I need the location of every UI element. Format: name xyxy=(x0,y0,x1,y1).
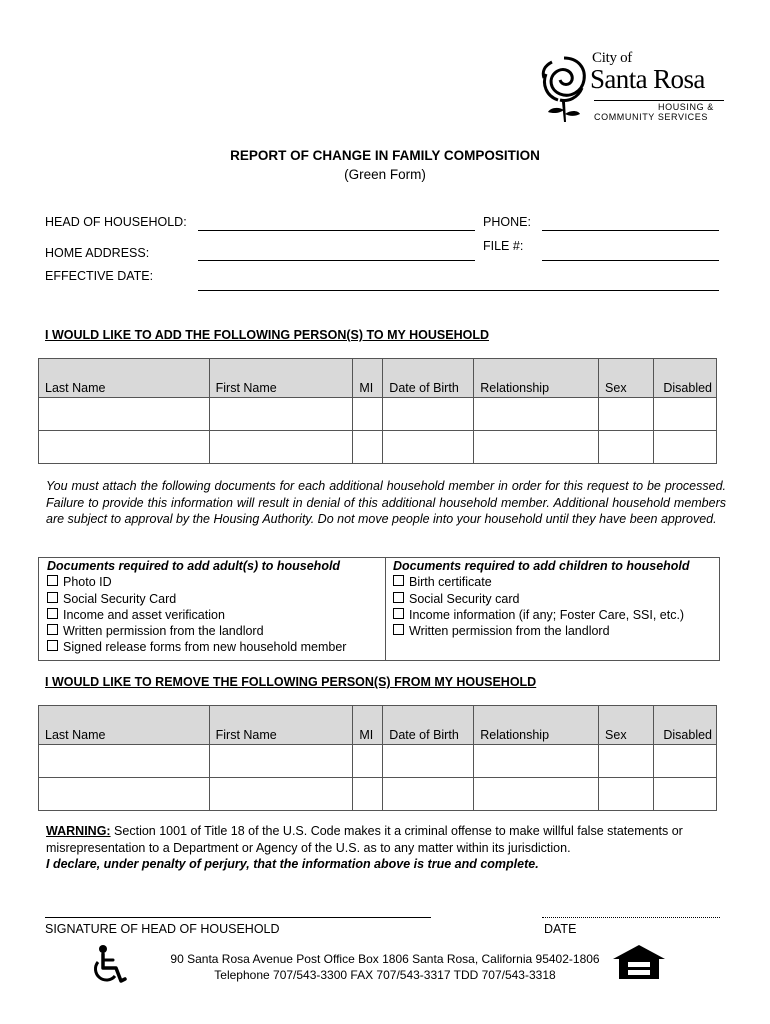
table-cell[interactable] xyxy=(39,778,210,811)
checkbox-icon[interactable] xyxy=(393,575,404,586)
table-cell[interactable] xyxy=(209,431,353,464)
file-number-label: FILE #: xyxy=(483,239,524,253)
table-row xyxy=(39,778,717,811)
list-item: Written permission from the landlord xyxy=(47,623,346,639)
checkbox-icon[interactable] xyxy=(47,640,58,651)
checkbox-icon[interactable] xyxy=(393,592,404,603)
list-item: Social Security card xyxy=(393,591,690,607)
col-date-of-birth: Date of Birth xyxy=(383,359,474,398)
col-first-name: First Name xyxy=(209,359,353,398)
logo-divider xyxy=(594,100,724,101)
checkbox-icon[interactable] xyxy=(47,608,58,619)
table-cell[interactable] xyxy=(474,431,599,464)
adult-documents-list xyxy=(47,558,346,656)
checkbox-icon[interactable] xyxy=(393,624,404,635)
col-sex: Sex xyxy=(599,359,654,398)
date-label: DATE xyxy=(544,922,577,936)
col-disabled: Disabled xyxy=(653,359,716,398)
col-first-name: First Name xyxy=(209,706,353,745)
documents-notice: You must attach the following documents for each additional household member in order for this request to be processed. Failure to provide this information will result in denial of this additional household member. Additional household members are subject to approval by the Housing Authority. Do not move people into your household until they have been approved. xyxy=(46,479,726,526)
form-subtitle: (Green Form) xyxy=(344,167,426,182)
table-cell[interactable] xyxy=(383,398,474,431)
logo-subtitle-1: HOUSING & xyxy=(658,102,714,112)
add-persons-table xyxy=(38,358,717,464)
logo-name-text: Santa Rosa xyxy=(590,64,705,94)
footer-address: 90 Santa Rosa Avenue Post Office Box 1806 Santa Rosa, California 95402-1806 xyxy=(170,952,600,966)
table-row xyxy=(39,431,717,464)
equal-housing-opportunity-icon xyxy=(611,943,667,981)
table-cell[interactable] xyxy=(653,778,716,811)
col-mi: MI xyxy=(353,706,383,745)
logo-city-text: City of xyxy=(592,50,632,66)
home-address-field[interactable] xyxy=(198,260,475,261)
checkbox-icon[interactable] xyxy=(47,624,58,635)
perjury-declaration: I declare, under penalty of perjury, that the information above is true and complete. xyxy=(46,857,539,871)
list-item: Social Security Card xyxy=(47,591,346,607)
table-header-row xyxy=(39,706,717,745)
list-item: Photo ID xyxy=(47,574,346,590)
effective-date-field[interactable] xyxy=(198,290,719,291)
table-cell[interactable] xyxy=(39,398,210,431)
footer-phones: Telephone 707/543-3300 FAX 707/543-3317 TDD 707/543-3318 xyxy=(214,968,556,982)
phone-field[interactable] xyxy=(542,230,719,231)
col-disabled: Disabled xyxy=(653,706,716,745)
head-of-household-field[interactable] xyxy=(198,230,475,231)
list-item: Signed release forms from new household member xyxy=(47,639,346,655)
table-cell[interactable] xyxy=(599,778,654,811)
col-sex: Sex xyxy=(599,706,654,745)
remove-persons-table xyxy=(38,705,717,811)
checkbox-icon[interactable] xyxy=(47,592,58,603)
rose-icon xyxy=(538,52,590,124)
form-title: REPORT OF CHANGE IN FAMILY COMPOSITION xyxy=(230,148,540,163)
add-persons-heading: I WOULD LIKE TO ADD THE FOLLOWING PERSON(S) TO MY HOUSEHOLD xyxy=(45,328,489,342)
table-cell[interactable] xyxy=(383,431,474,464)
list-item: Written permission from the landlord xyxy=(393,623,690,639)
col-mi: MI xyxy=(353,359,383,398)
table-cell[interactable] xyxy=(383,778,474,811)
table-row xyxy=(39,745,717,778)
head-of-household-label: HEAD OF HOUSEHOLD: xyxy=(45,215,187,229)
warning-text: Section 1001 of Title 18 of the U.S. Code makes it a criminal offense to make willful false statements or misrepresentation to a Department or Agency of the U.S. as to any matter within its jurisdiction. xyxy=(46,824,683,855)
phone-label: PHONE: xyxy=(483,215,531,229)
table-cell[interactable] xyxy=(39,431,210,464)
logo-subtitle-2: COMMUNITY SERVICES xyxy=(594,112,708,122)
table-cell[interactable] xyxy=(353,778,383,811)
table-cell[interactable] xyxy=(209,778,353,811)
table-cell[interactable] xyxy=(474,778,599,811)
table-cell[interactable] xyxy=(353,431,383,464)
effective-date-label: EFFECTIVE DATE: xyxy=(45,269,154,283)
table-cell[interactable] xyxy=(599,745,654,778)
col-date-of-birth: Date of Birth xyxy=(383,706,474,745)
table-cell[interactable] xyxy=(474,398,599,431)
documents-required-box xyxy=(38,557,720,661)
documents-divider xyxy=(385,558,386,660)
table-cell[interactable] xyxy=(353,745,383,778)
table-cell[interactable] xyxy=(383,745,474,778)
table-cell[interactable] xyxy=(474,745,599,778)
table-cell[interactable] xyxy=(209,745,353,778)
col-relationship: Relationship xyxy=(474,706,599,745)
col-relationship: Relationship xyxy=(474,359,599,398)
file-number-field[interactable] xyxy=(542,260,719,261)
table-cell[interactable] xyxy=(599,431,654,464)
table-cell[interactable] xyxy=(599,398,654,431)
home-address-label: HOME ADDRESS: xyxy=(45,246,150,260)
table-cell[interactable] xyxy=(39,745,210,778)
table-cell[interactable] xyxy=(209,398,353,431)
table-cell[interactable] xyxy=(653,431,716,464)
date-field[interactable] xyxy=(542,917,720,918)
checkbox-icon[interactable] xyxy=(393,608,404,619)
table-row xyxy=(39,398,717,431)
table-header-row xyxy=(39,359,717,398)
table-cell[interactable] xyxy=(653,745,716,778)
signature-label: SIGNATURE OF HEAD OF HOUSEHOLD xyxy=(45,922,280,936)
remove-persons-heading: I WOULD LIKE TO REMOVE THE FOLLOWING PERSON(S) FROM MY HOUSEHOLD xyxy=(45,675,537,689)
list-item: Income and asset verification xyxy=(47,607,346,623)
adult-documents-heading: Documents required to add adult(s) to household xyxy=(47,559,341,573)
signature-field[interactable] xyxy=(45,917,431,918)
warning-block xyxy=(46,823,736,873)
list-item: Income information (if any; Foster Care, SSI, etc.) xyxy=(393,607,690,623)
table-cell[interactable] xyxy=(653,398,716,431)
col-last-name: Last Name xyxy=(39,706,210,745)
city-logo xyxy=(538,48,738,128)
table-cell[interactable] xyxy=(353,398,383,431)
children-documents-heading: Documents required to add children to household xyxy=(393,559,690,573)
warning-label: WARNING: xyxy=(46,824,111,838)
col-last-name: Last Name xyxy=(39,359,210,398)
list-item: Birth certificate xyxy=(393,574,690,590)
children-documents-list xyxy=(393,558,690,639)
checkbox-icon[interactable] xyxy=(47,575,58,586)
